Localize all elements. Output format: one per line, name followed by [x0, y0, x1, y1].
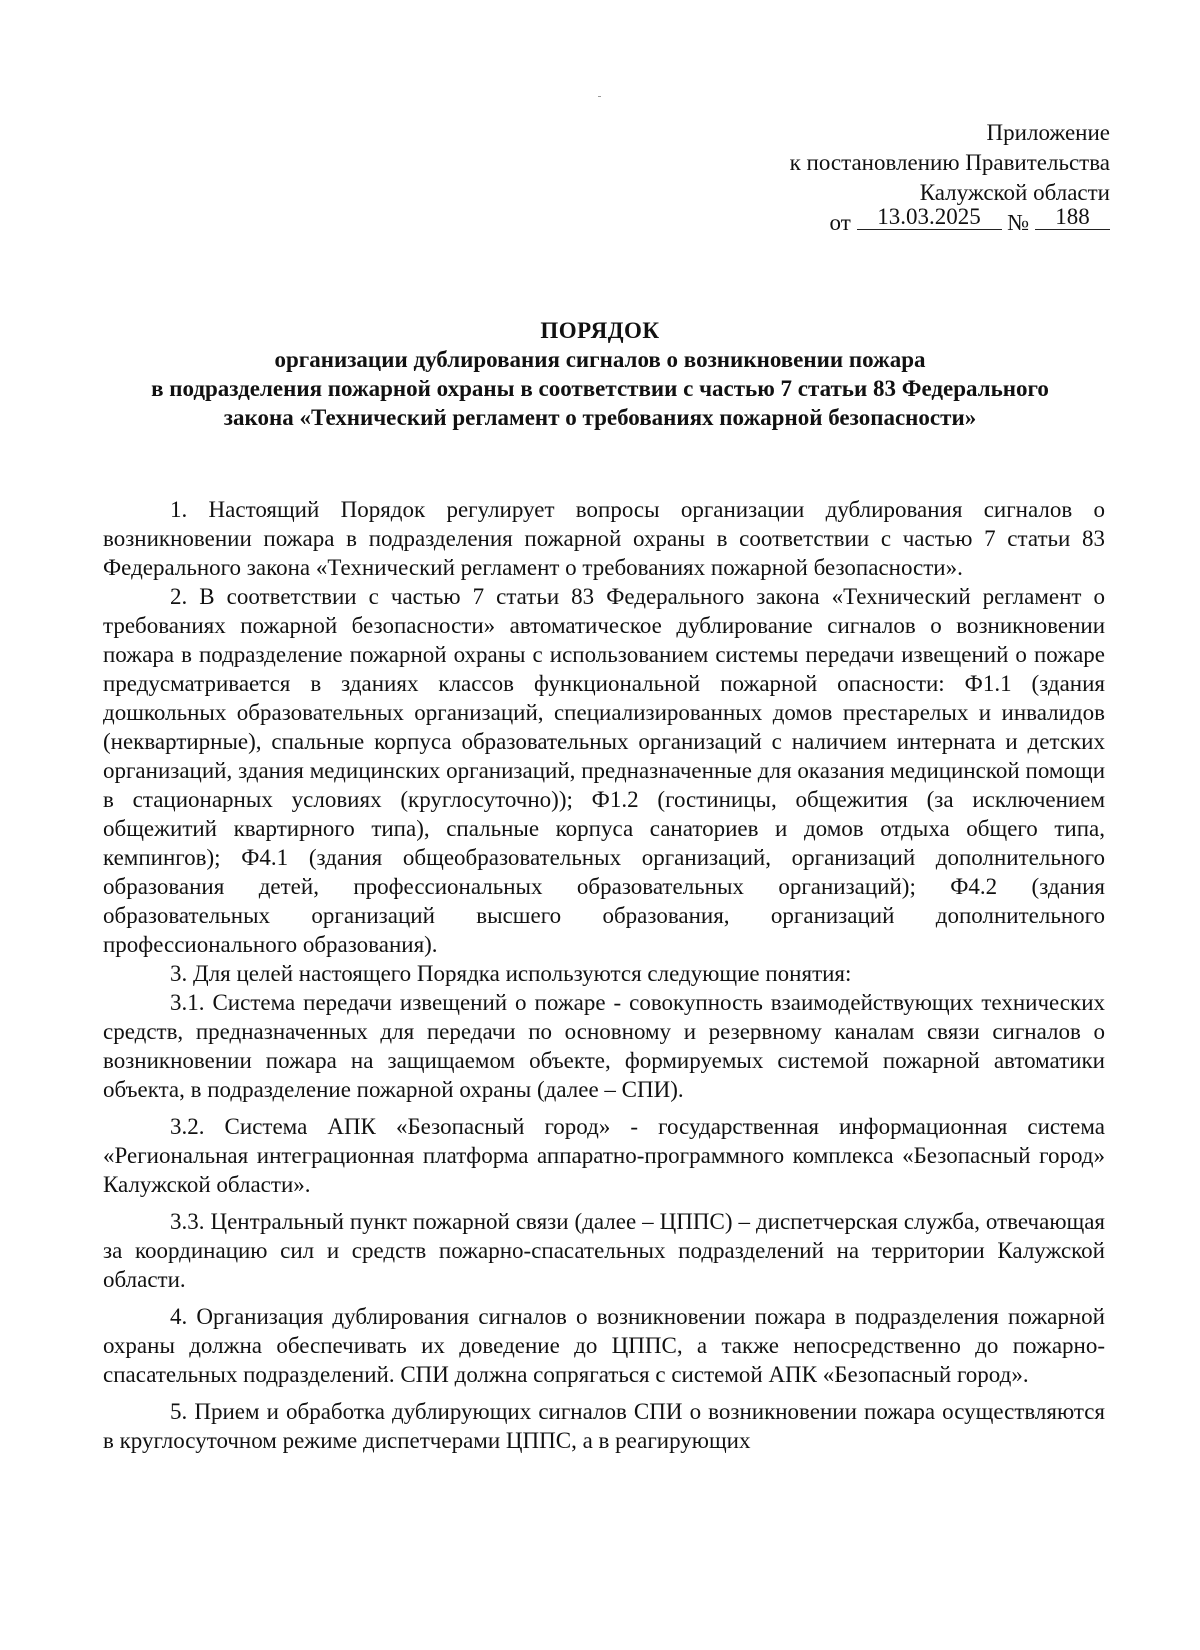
approval-number: 188 — [1035, 205, 1110, 230]
document-title-block — [100, 316, 1100, 432]
approval-line-2: к постановлению Правительства — [789, 150, 1110, 175]
paragraph-3-1: 3.1. Система передачи извещений о пожаре - совокупность взаимодействующих технических средств, предназначенных для передачи по основному и резервному каналам связи сигналов о возникновении пожара на защищаемом объекте, формируемых системой пожарной автоматики объекта, в подразделение пожарной охраны (далее – СПИ). — [103, 990, 1105, 1102]
approval-date: 13.03.2025 — [857, 205, 1002, 230]
paragraph-1: 1. Настоящий Порядок регулирует вопросы организации дублирования сигналов о возникновении пожара в подразделения пожарной охраны в соответствии с частью 7 статьи 83 Федерального закона «Технический регламент о требованиях пожарной безопасности». — [103, 497, 1105, 580]
approval-date-line — [790, 204, 1110, 238]
number-label: № — [1007, 210, 1030, 235]
paragraph-3: 3. Для целей настоящего Порядка используются следующие понятия: — [170, 961, 852, 986]
approval-block — [790, 118, 1110, 238]
from-label: от — [829, 210, 851, 235]
document-title: ПОРЯДОК — [540, 318, 660, 343]
scan-speck — [598, 96, 601, 97]
paragraph-4: 4. Организация дублирования сигналов о возникновении пожара в подразделения пожарной охраны должна обеспечивать их доведение до ЦППС, а также непосредственно до пожарно-спасательных подразделений. СПИ должна сопрягаться с системой АПК «Безопасный город». — [103, 1304, 1105, 1387]
title-line-3: закона «Технический регламент о требованиях пожарной безопасности» — [223, 405, 977, 430]
approval-line-1: Приложение — [986, 120, 1110, 145]
paragraph-2: 2. В соответствии с частью 7 статьи 83 Федерального закона «Технический регламент о требованиях пожарной безопасности» автоматическое дублирование сигналов о возникновении пожара в подразделение пожарной охраны с использованием системы передачи извещений о пожаре предусматривается в зданиях классов функциональной пожарной опасности: Ф1.1 (здания дошкольных образовательных организаций, специализированных домов престарелых и инвалидов (неквартирные), спальные корпуса образовательных организаций с наличием интерната и детских организаций, здания медицинских организаций, предназначенные для оказания медицинской помощи в стационарных условиях (круглосуточно)); Ф1.2 (гостиницы, общежития (за исключением общежитий квартирного типа), спальные корпуса санаториев и домов отдыха общего типа, кемпингов); Ф4.1 (здания общеобразовательных организаций, организаций дополнительного образования детей, профессиональных образовательных организаций); Ф4.2 (здания образовательных организаций высшего образования, организаций дополнительного профессионального образования). — [103, 584, 1105, 957]
document-body — [103, 495, 1105, 1455]
approval-line-3: Калужской области — [919, 180, 1110, 205]
title-line-2: в подразделения пожарной охраны в соответствии с частью 7 статьи 83 Федерального — [151, 376, 1049, 401]
paragraph-3-3: 3.3. Центральный пункт пожарной связи (далее – ЦППС) – диспетчерская служба, отвечающая за координацию сил и средств пожарно-спасательных подразделений на территории Калужской области. — [103, 1209, 1105, 1292]
paragraph-5: 5. Прием и обработка дублирующих сигналов СПИ о возникновении пожара осуществляются в круглосуточном режиме диспетчерами ЦППС, а в реагирующих — [103, 1399, 1105, 1453]
title-line-1: организации дублирования сигналов о возникновении пожара — [274, 347, 926, 372]
paragraph-3-2: 3.2. Система АПК «Безопасный город» - государственная информационная система «Региональная интеграционная платформа аппаратно-программного комплекса «Безопасный город» Калужской области». — [103, 1114, 1105, 1197]
